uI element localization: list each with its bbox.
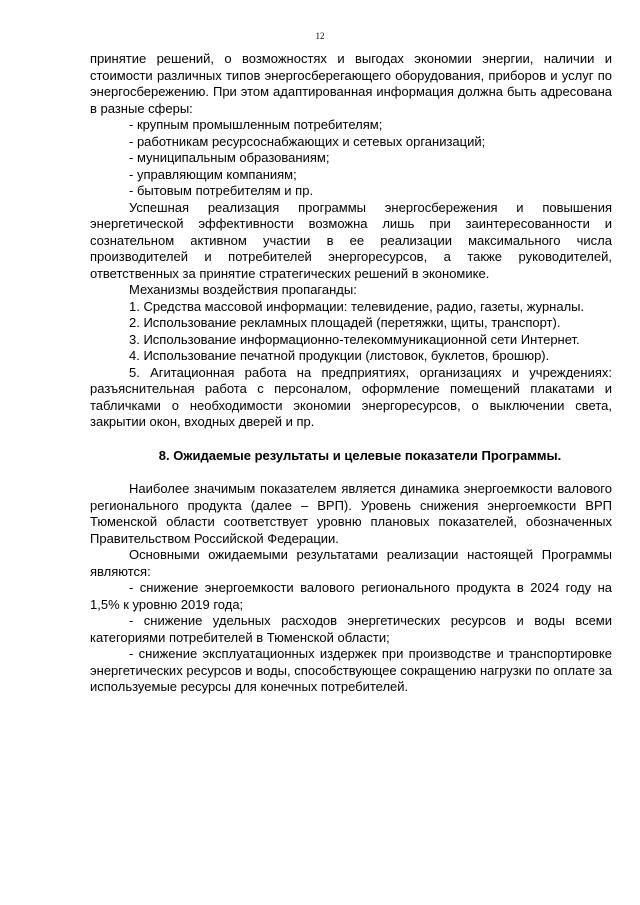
list-item-mechanism: 4. Использование печатной продукции (листовок, буклетов, брошюр). xyxy=(129,348,550,363)
list-item-sphere: - работникам ресурсоснабжающих и сетевых организаций; xyxy=(129,133,486,149)
list-item-sphere: - крупным промышленным потребителям; xyxy=(129,117,383,132)
list-item-result: - снижение удельных расходов энергетических ресурсов и воды всеми категориями потребителей в Тюменской области; xyxy=(90,613,612,645)
paragraph-info-spheres: принятие решений, о возможностях и выгодах экономии энергии, наличии и стоимости различных типов энергосберегающего оборудования, приборов и услуг по энергосбережению. При этом адаптированная информация должна быть адресована в разные сферы: xyxy=(90,51,612,116)
list-item-sphere: - муниципальным образованиям; xyxy=(129,150,330,165)
paragraph-success: Успешная реализация программы энергосбережения и повышения энергетической эффективности возможна лишь при заинтересованности и сознательном активном участии в ее реализации максимального числа производителей и потребителей энергоресурсов, а также руководителей, ответственных за принятие стратегических решений в экономике. xyxy=(90,199,612,281)
list-item-result: - снижение энергоемкости валового регионального продукта в 2024 году на 1,5% к уровню 2019 года; xyxy=(90,580,612,612)
paragraph-mechanisms-intro: Механизмы воздействия пропаганды: xyxy=(129,282,357,297)
paragraph-results-intro: Основными ожидаемыми результатами реализации настоящей Программы являются: xyxy=(90,547,612,579)
list-item-mechanism: 3. Использование информационно-телекоммуникационной сети Интернет. xyxy=(129,331,580,347)
list-item-mechanism: 5. Агитационная работа на предприятиях, организациях и учреждениях: разъяснительная работа с персоналом, оформление помещений плакатами и табличками о необходимости экономии энергоресурсов, о выключении света, закрытии окон, входных дверей и пр. xyxy=(90,364,612,429)
list-item-sphere: - бытовым потребителям и пр. xyxy=(129,183,314,198)
document-body xyxy=(90,51,612,696)
list-item-mechanism: 2. Использование рекламных площадей (перетяжки, щиты, транспорт). xyxy=(129,315,561,330)
list-item-mechanism: 1. Средства массовой информации: телевидение, радио, газеты, журналы. xyxy=(129,298,585,314)
paragraph-indicator: Наиболее значимым показателем является динамика энергоемкости валового регионального продукта (далее – ВРП). Уровень снижения энергоемкости ВРП Тюменской области соответствует уровню плановых показателей, обозначенных Правительством Российской Федерации. xyxy=(90,481,612,546)
list-item-result: - снижение эксплуатационных издержек при производстве и транспортировке энергетических ресурсов и воды, способствующее сокращению нагрузки по оплате за используемые ресурсы для конечных потребителей. xyxy=(90,646,612,694)
section-heading: 8. Ожидаемые результаты и целевые показатели Программы. xyxy=(158,447,562,463)
list-item-sphere: - управляющим компаниям; xyxy=(129,166,297,182)
page-number: 12 xyxy=(315,31,325,41)
